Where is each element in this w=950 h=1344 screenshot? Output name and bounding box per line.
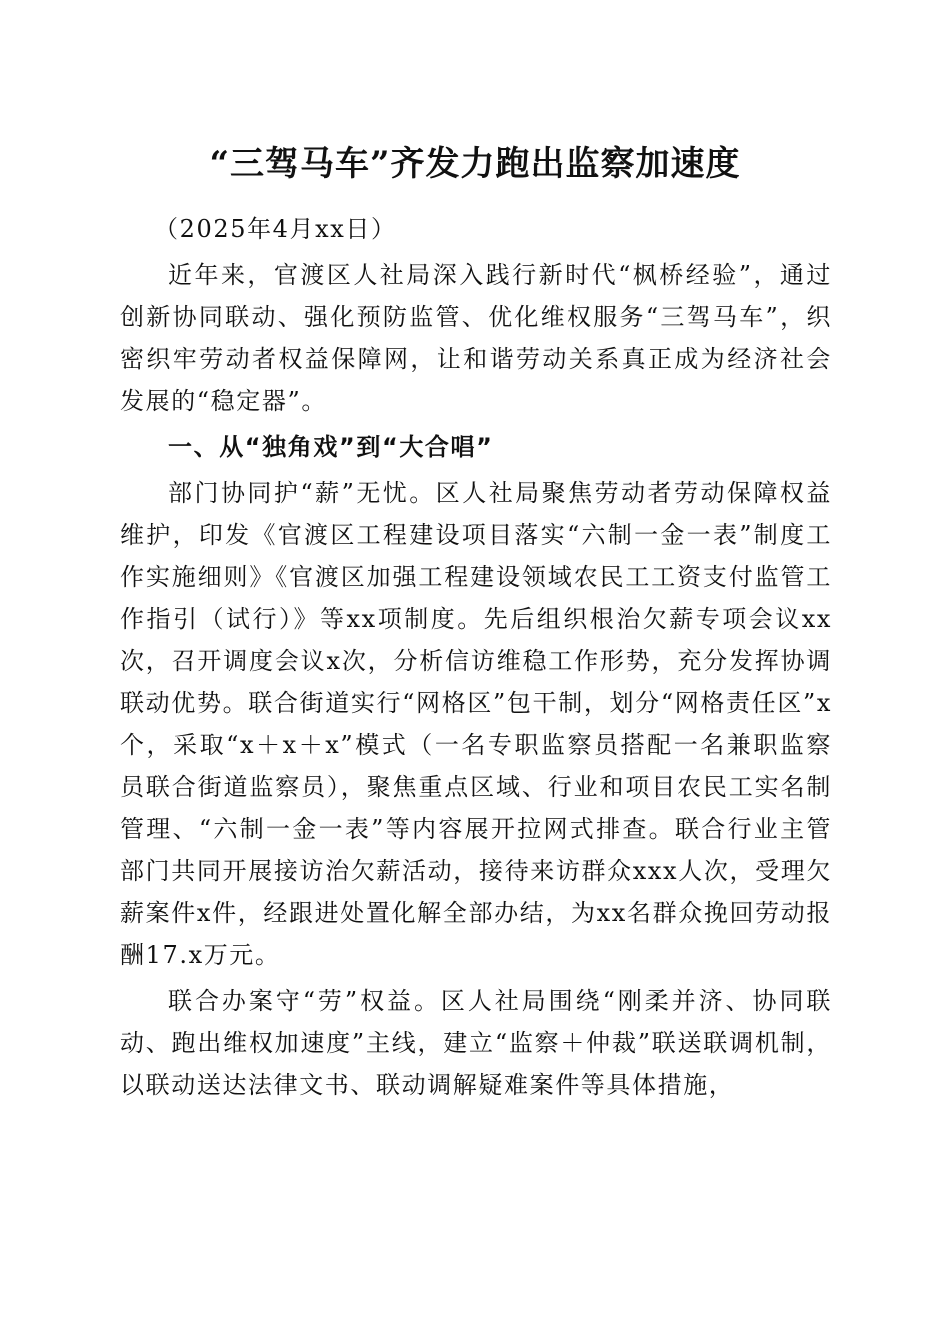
document-title: “三驾马车”齐发力跑出监察加速度 (209, 144, 741, 184)
body-paragraph-1: 部门协同护“薪”无忧。区人社局聚焦劳动者劳动保障权益维护，印发《官渡区工程建设项目落实“六制一金一表”制度工作实施细则》《官渡区加强工程建设领域农民工工资支付监管工作指引（试行）》等xx项制度。先后组织根治欠薪专项会议xx次，召开调度会议x次，分析信访维稳工作形势，充分发挥协调联动优势。联合街道实行“网格区”包干制，划分“网格责任区”x个，采取“x＋x＋x”模式（一名专职监察员搭配一名兼职监察员联合街道监察员），聚焦重点区域、行业和项目农民工实名制管理、“六制一金一表”等内容展开拉网式排查。联合行业主管部门共同开展接访治欠薪活动，接待来访群众xxx人次，受理欠薪案件x件，经跟进处置化解全部办结，为xx名群众挽回劳动报酬17.x万元。 (120, 479, 832, 969)
document-body (120, 208, 832, 1110)
intro-paragraph: 近年来，官渡区人社局深入践行新时代“枫桥经验”，通过创新协同联动、强化预防监管、优化维权服务“三驾马车”，织密织牢劳动者权益保障网，让和谐劳动关系真正成为经济社会发展的“稳定器”。 (120, 261, 832, 415)
section-heading-1: 一、从“独角戏”到“大合唱” (168, 433, 494, 461)
document-date: （2025年4月xx日） (154, 215, 397, 243)
body-paragraph-2: 联合办案守“劳”权益。区人社局围绕“刚柔并济、协同联动、跑出维权加速度”主线，建立“监察＋仲裁”联送联调机制，以联动送达法律文书、联动调解疑难案件等具体措施， (120, 987, 832, 1099)
